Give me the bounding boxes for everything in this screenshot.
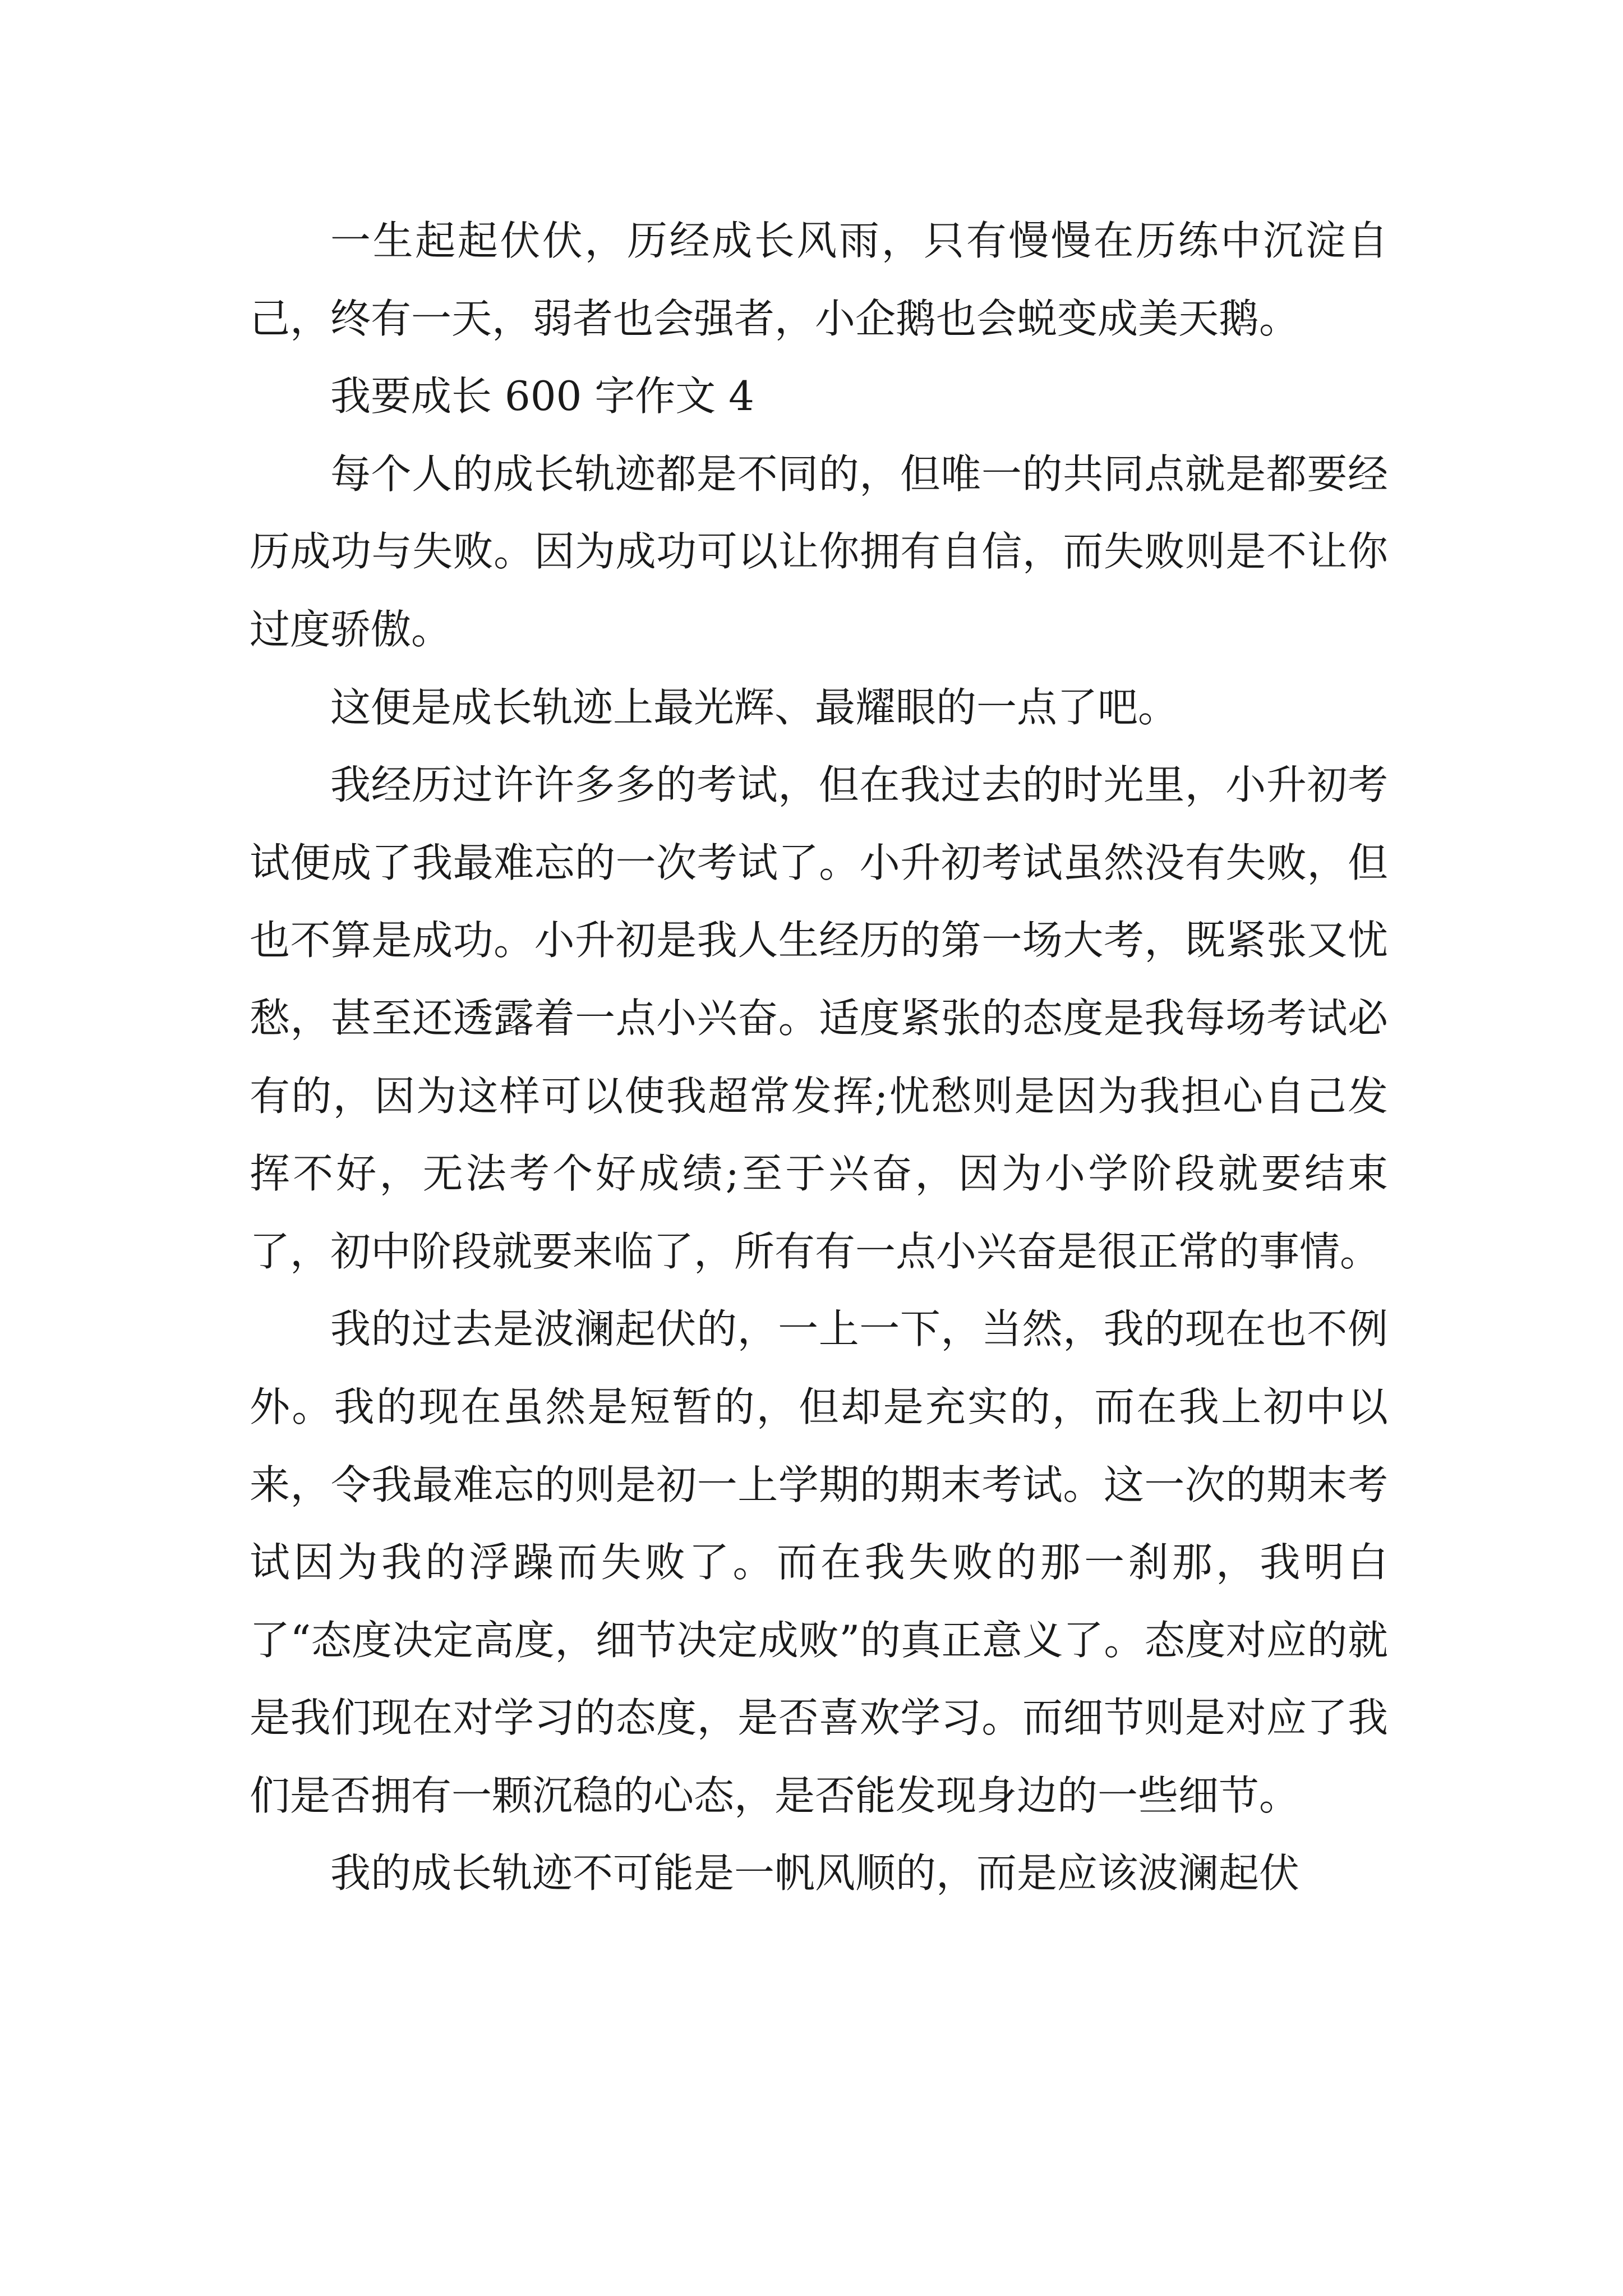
paragraph: 一生起起伏伏，历经成长风雨，只有慢慢在历练中沉淀自己，终有一天，弱者也会强者，小企鹅也会蜕变成美天鹅。 xyxy=(250,217,1388,342)
document-body xyxy=(250,202,1388,1912)
paragraph: 我的过去是波澜起伏的，一上一下，当然，我的现在也不例外。我的现在虽然是短暂的，但却是充实的，而在我上初中以来，令我最难忘的则是初一上学期的期末考试。这一次的期末考试因为我的浮躁而失败了。而在我失败的那一刹那，我明白了“态度决定高度，细节决定成败”的真正意义了。态度对应的就是我们现在对学习的态度，是否喜欢学习。而细节则是对应了我们是否拥有一颗沉稳的心态，是否能发现身边的一些细节。 xyxy=(250,1305,1388,1819)
paragraph: 我经历过许许多多的考试，但在我过去的时光里，小升初考试便成了我最难忘的一次考试了。小升初考试虽然没有失败，但也不算是成功。小升初是我人生经历的第一场大考，既紧张又忧愁，甚至还透露着一点小兴奋。适度紧张的态度是我每场考试必有的，因为这样可以使我超常发挥;忧愁则是因为我担心自己发挥不好，无法考个好成绩;至于兴奋，因为小学阶段就要结束了，初中阶段就要来临了，所有有一点小兴奋是很正常的事情。 xyxy=(250,761,1388,1275)
essay-heading: 我要成长 600 字作文 4 xyxy=(330,372,754,420)
paragraph: 我的成长轨迹不可能是一帆风顺的，而是应该波澜起伏 xyxy=(330,1849,1300,1897)
paragraph: 这便是成长轨迹上最光辉、最耀眼的一点了吧。 xyxy=(330,683,1179,731)
paragraph: 每个人的成长轨迹都是不同的，但唯一的共同点就是都要经历成功与失败。因为成功可以让你拥有自信，而失败则是不让你过度骄傲。 xyxy=(250,450,1388,653)
